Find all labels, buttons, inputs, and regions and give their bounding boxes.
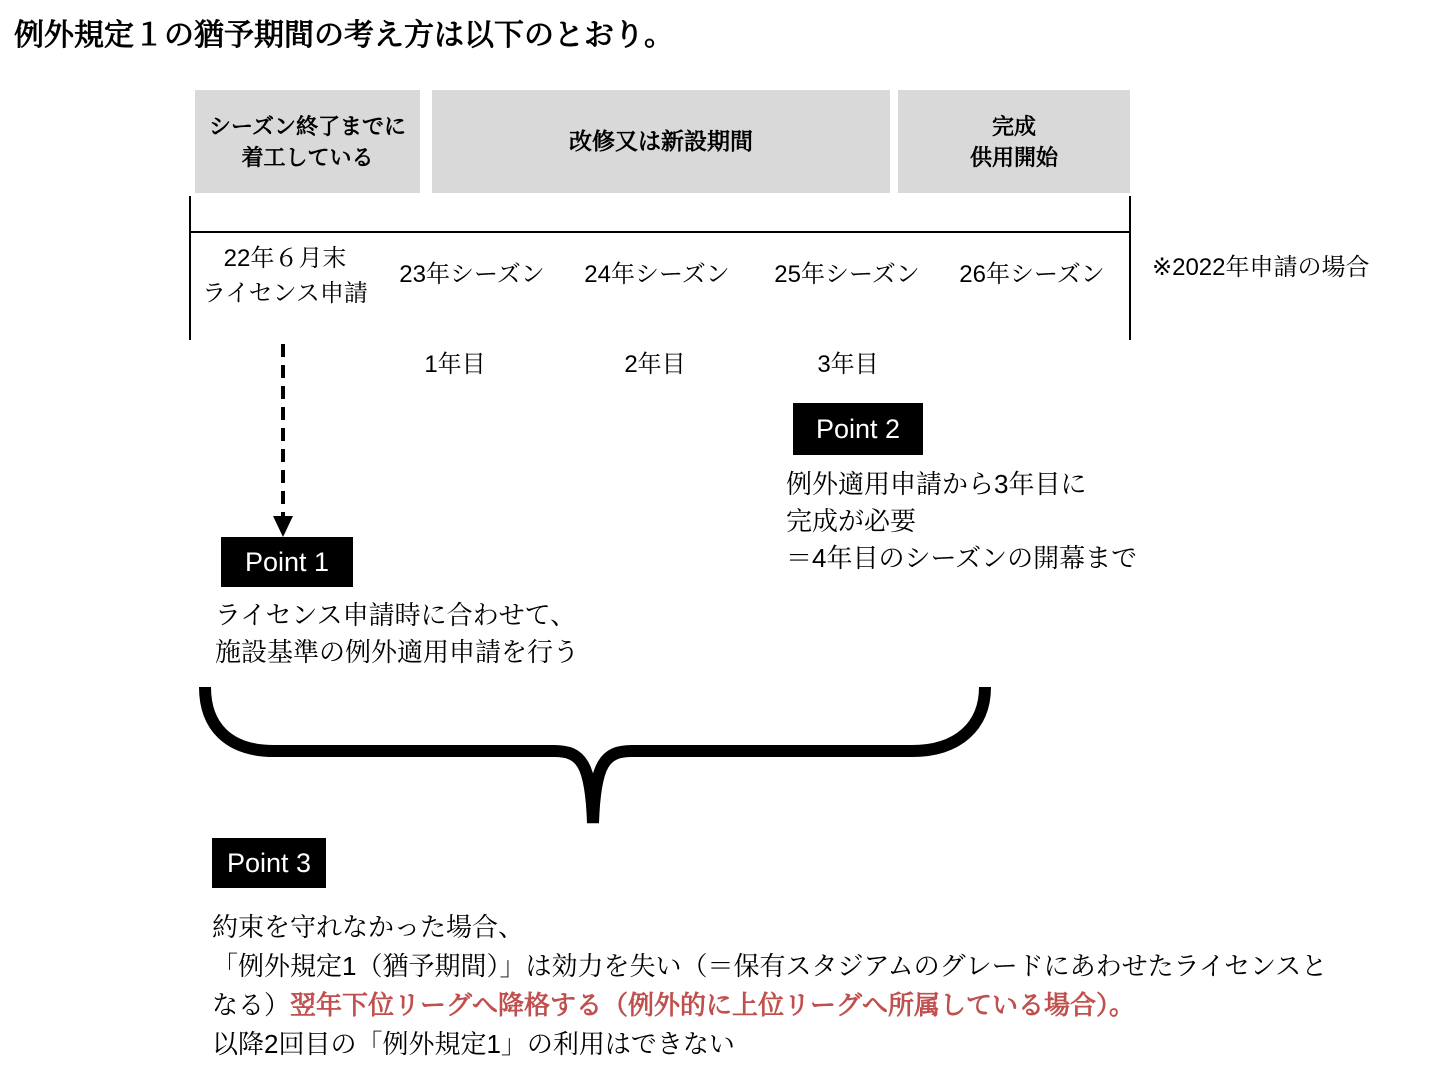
point2-description-line: 完成が必要: [786, 506, 917, 536]
season-label-23: 23年シーズン: [399, 261, 545, 288]
point3-description-line: [212, 986, 1327, 1025]
point2-description-line: 例外適用申請から3年目に: [786, 469, 1087, 499]
point3-description-line: 以降2回目の「例外規定1」の利用はできない: [212, 1029, 735, 1059]
point3-description-line: 約束を守れなかった場合、: [212, 912, 525, 942]
demotion-warning-text: 翌年下位リーグへ降格する（例外的に上位リーグへ所属している場合）。: [290, 990, 1136, 1020]
point2-description-line: ＝4年目のシーズンの開幕まで: [786, 543, 1138, 573]
year-label-1: 1年目: [424, 351, 486, 378]
phase-box-label-line: シーズン終了までに: [209, 113, 406, 139]
year-label-3: 3年目: [817, 351, 879, 378]
point1-description-line: 施設基準の例外適用申請を行う: [215, 637, 580, 667]
timeline-start-label-line: 22年６月末: [223, 245, 347, 272]
phase-box-label-line: 改修又は新設期間: [569, 128, 753, 154]
point3-description: [212, 908, 1327, 1064]
application-year-note: ※2022年申請の場合: [1152, 254, 1370, 281]
point1-description-line: ライセンス申請時に合わせて、: [215, 600, 577, 630]
point3-badge: Point 3: [212, 838, 326, 888]
timeline-start-label-line: ライセンス申請: [202, 280, 368, 307]
season-label-26: 26年シーズン: [959, 261, 1105, 288]
phase-box-construction-start: [195, 90, 420, 193]
phase-box-completion: [898, 90, 1130, 193]
point3-line3-prefix: なる）: [212, 990, 291, 1020]
timeline-right-tick: [1129, 196, 1131, 340]
point1-badge: Point 1: [221, 537, 353, 587]
season-label-25: 25年シーズン: [774, 261, 920, 288]
point1-description: [215, 597, 579, 671]
timeline-left-tick: [189, 196, 191, 340]
curly-brace-icon: [205, 687, 985, 823]
point3-description-line: 「例外規定1（猶予期間）」は効力を失い（＝保有スタジアムのグレードにあわせたライセンスと: [212, 951, 1328, 981]
page-title: 例外規定１の猶予期間の考え方は以下のとおり。: [14, 19, 674, 52]
year-label-2: 2年目: [624, 351, 686, 378]
point2-badge: Point 2: [793, 403, 923, 455]
phase-box-label-line: 供用開始: [969, 144, 1058, 170]
season-label-24: 24年シーズン: [584, 261, 730, 288]
phase-box-label-line: 完成: [991, 113, 1036, 139]
timeline-axis: [189, 231, 1131, 233]
phase-box-renovation-period: [432, 90, 890, 193]
dashed-arrow-icon: [273, 344, 293, 537]
timeline-start-label: [195, 241, 375, 311]
point2-description: [786, 466, 1137, 577]
phase-box-label-line: 着工している: [241, 144, 374, 170]
